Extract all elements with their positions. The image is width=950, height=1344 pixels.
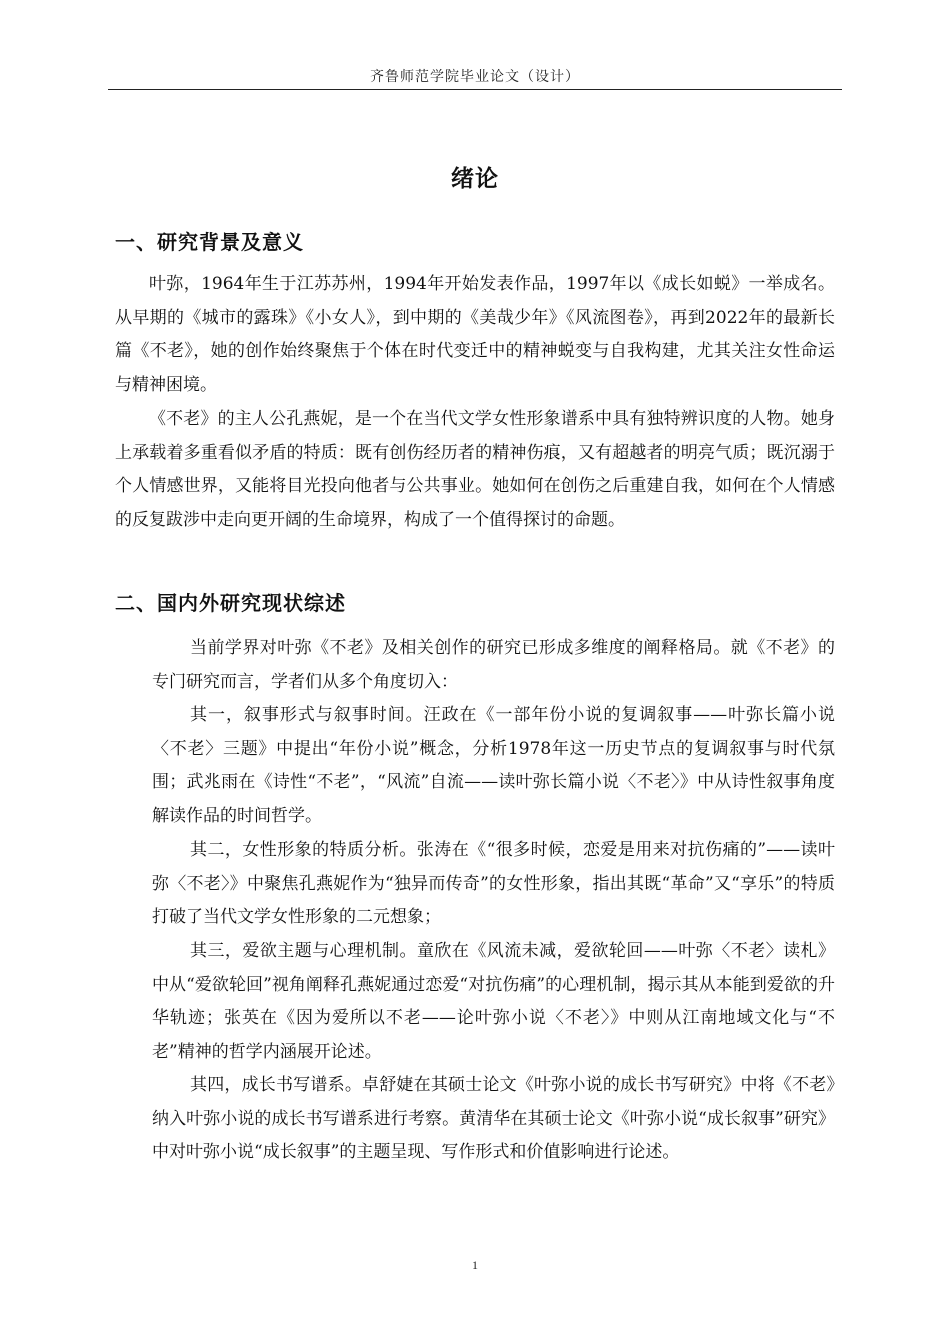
header-rule: [108, 89, 842, 90]
paragraph-review-narrative: 其一，叙事形式与叙事时间。汪政在《一部年份小说的复调叙事——叶弥长篇小说〈不老〉三题》中提出“年份小说”概念，分析1978年这一历史节点的复调叙事与时代氛围；武兆雨在《诗性“不老”，“风流”自流——读叶弥长篇小说〈不老〉》中从诗性叙事角度解读作品的时间哲学。: [152, 705, 835, 826]
paragraph-review-female-image: 其二，女性形象的特质分析。张涛在《“很多时候，恋爱是用来对抗伤痛的”——读叶弥〈不老〉》中聚焦孔燕妮作为“独异而传奇”的女性形象，指出其既“革命”又“享乐”的特质打破了当代文学女性形象的二元想象；: [152, 840, 835, 928]
page-number: 1: [472, 1258, 478, 1272]
page-title: 绪论: [451, 166, 499, 192]
running-header: 齐鲁师范学院毕业论文（设计）: [370, 69, 580, 85]
paragraph-background-2: 《不老》的主人公孔燕妮，是一个在当代文学女性形象谱系中具有独特辨识度的人物。她身上承载着多重看似矛盾的特质：既有创伤经历者的精神伤痕，又有超越者的明亮气质；既沉溺于个人情感世界，又能将目光投向他者与公共事业。她如何在创伤之后重建自我，如何在个人情感的反复跋涉中走向更开阔的生命境界，构成了一个值得探讨的命题。: [115, 409, 835, 530]
paragraph-review-growth: 其四，成长书写谱系。卓舒婕在其硕士论文《叶弥小说的成长书写研究》中将《不老》纳入叶弥小说的成长书写谱系进行考察。黄清华在其硕士论文《叶弥小说“成长叙事”研究》中对叶弥小说“成长叙事”的主题呈现、写作形式和价值影响进行论述。: [152, 1075, 835, 1163]
paragraph-background-1: 叶弥，1964年生于江苏苏州，1994年开始发表作品，1997年以《成长如蜕》一举成名。从早期的《城市的露珠》《小女人》，到中期的《美哉少年》《风流图卷》，再到2022年的最新长篇《不老》，她的创作始终聚焦于个体在时代变迁中的精神蜕变与自我构建，尤其关注女性命运与精神困境。: [115, 274, 835, 395]
paragraph-review-desire: 其三，爱欲主题与心理机制。童欣在《风流未减，爱欲轮回——叶弥〈不老〉读札》中从“爱欲轮回”视角阐释孔燕妮通过恋爱“对抗伤痛”的心理机制，揭示其从本能到爱欲的升华轨迹；张英在《因为爱所以不老——论叶弥小说〈不老〉》中则从江南地域文化与“不老”精神的哲学内涵展开论述。: [152, 941, 835, 1062]
section-heading-background: 一、研究背景及意义: [115, 230, 304, 254]
paragraph-review-intro: 当前学界对叶弥《不老》及相关创作的研究已形成多维度的阐释格局。就《不老》的专门研究而言，学者们从多个角度切入：: [152, 638, 835, 692]
section-heading-literature-review: 二、国内外研究现状综述: [115, 591, 346, 615]
